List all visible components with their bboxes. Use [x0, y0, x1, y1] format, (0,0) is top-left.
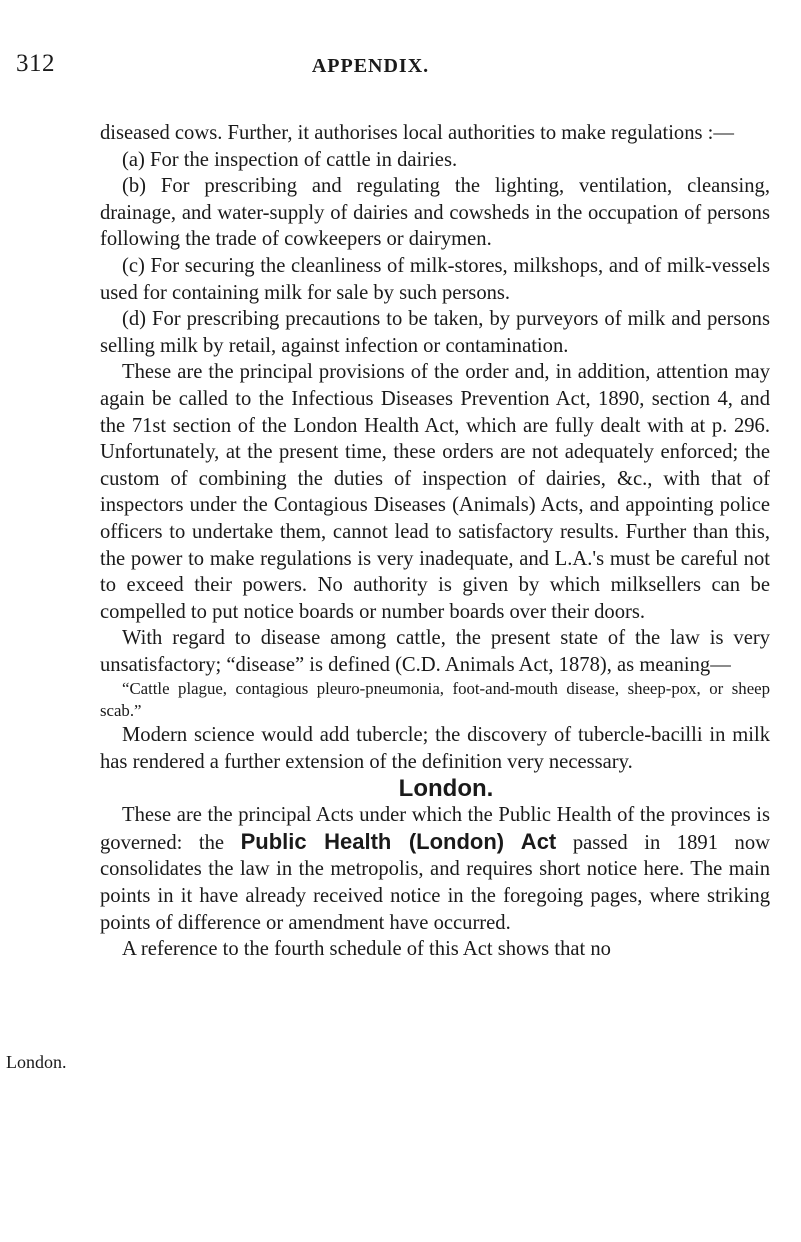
text-run: These are the principal Acts under which the Public Health of the provinces is governed: the — [100, 804, 770, 854]
paragraph: A reference to the fourth schedule of this Act shows that no — [122, 938, 611, 961]
page-number: 312 — [16, 50, 55, 77]
margin-note: London. — [6, 1052, 67, 1072]
paragraph — [100, 802, 770, 936]
paragraph: These are the principal provisions of the order and, in addition, attention may again be called to the Infectious Diseases Prevention Act, 1890, section 4, and the 71st section of the London Health Act, which are fully dealt with at p. 296. Unfortunately, at the present time, these orders are not adequately enforced; the custom of combining the duties of inspection of dairies, &c., with that of inspectors under the Contagious Diseases (Animals) Acts, and appointing police officers to undertake them, cannot lead to satisfactory results. Further than this, the power to make regulations is very inadequate, and L.A.'s must be careful not to exceed their powers. No authority is given by which milksellers can be compelled to put notice boards or number boards over their doors. — [100, 361, 770, 623]
paragraph: With regard to disease among cattle, the present state of the law is very unsatisfactory; “disease” is defined (C.D. Animals Act, 1878), as meaning— — [100, 627, 770, 676]
text-run: passed in 1891 now consolidates the law in the metropolis, and requires short notice here. The main points in it have already received notice in the foregoing pages, where striking points of difference or amendment have occurred. — [100, 831, 770, 934]
section-heading: London. — [398, 774, 494, 802]
list-item-d: (d) For prescribing precautions to be taken, by purveyors of milk and persons selling milk by retail, against infection or contamination. — [100, 308, 770, 357]
paragraph: diseased cows. Further, it authorises local authorities to make regulations :— — [100, 122, 735, 144]
running-title: APPENDIX. — [311, 55, 430, 77]
list-item-c: (c) For securing the cleanliness of milk-stores, milkshops, and of milk-vessels used for containing milk for sale by such persons. — [100, 254, 770, 304]
list-item-b: (b) For prescribing and regulating the lighting, ventilation, cleansing, drainage, and water-supply of dairies and cowsheds in the occupation of persons following the trade of cowkeepers or dairymen. — [100, 175, 770, 251]
paragraph: Modern science would add tubercle; the discovery of tubercle-bacilli in milk has rendered a further extension of the definition very necessary. — [100, 724, 770, 774]
block-quote: “Cattle plague, contagious pleuro-pneumonia, foot-and-mouth disease, sheep-pox, or sheep scab.” — [100, 679, 770, 721]
act-title: Public Health (London) Act — [240, 828, 557, 854]
page-body — [100, 120, 770, 963]
list-item-a: (a) For the inspection of cattle in dairies. — [122, 148, 458, 171]
